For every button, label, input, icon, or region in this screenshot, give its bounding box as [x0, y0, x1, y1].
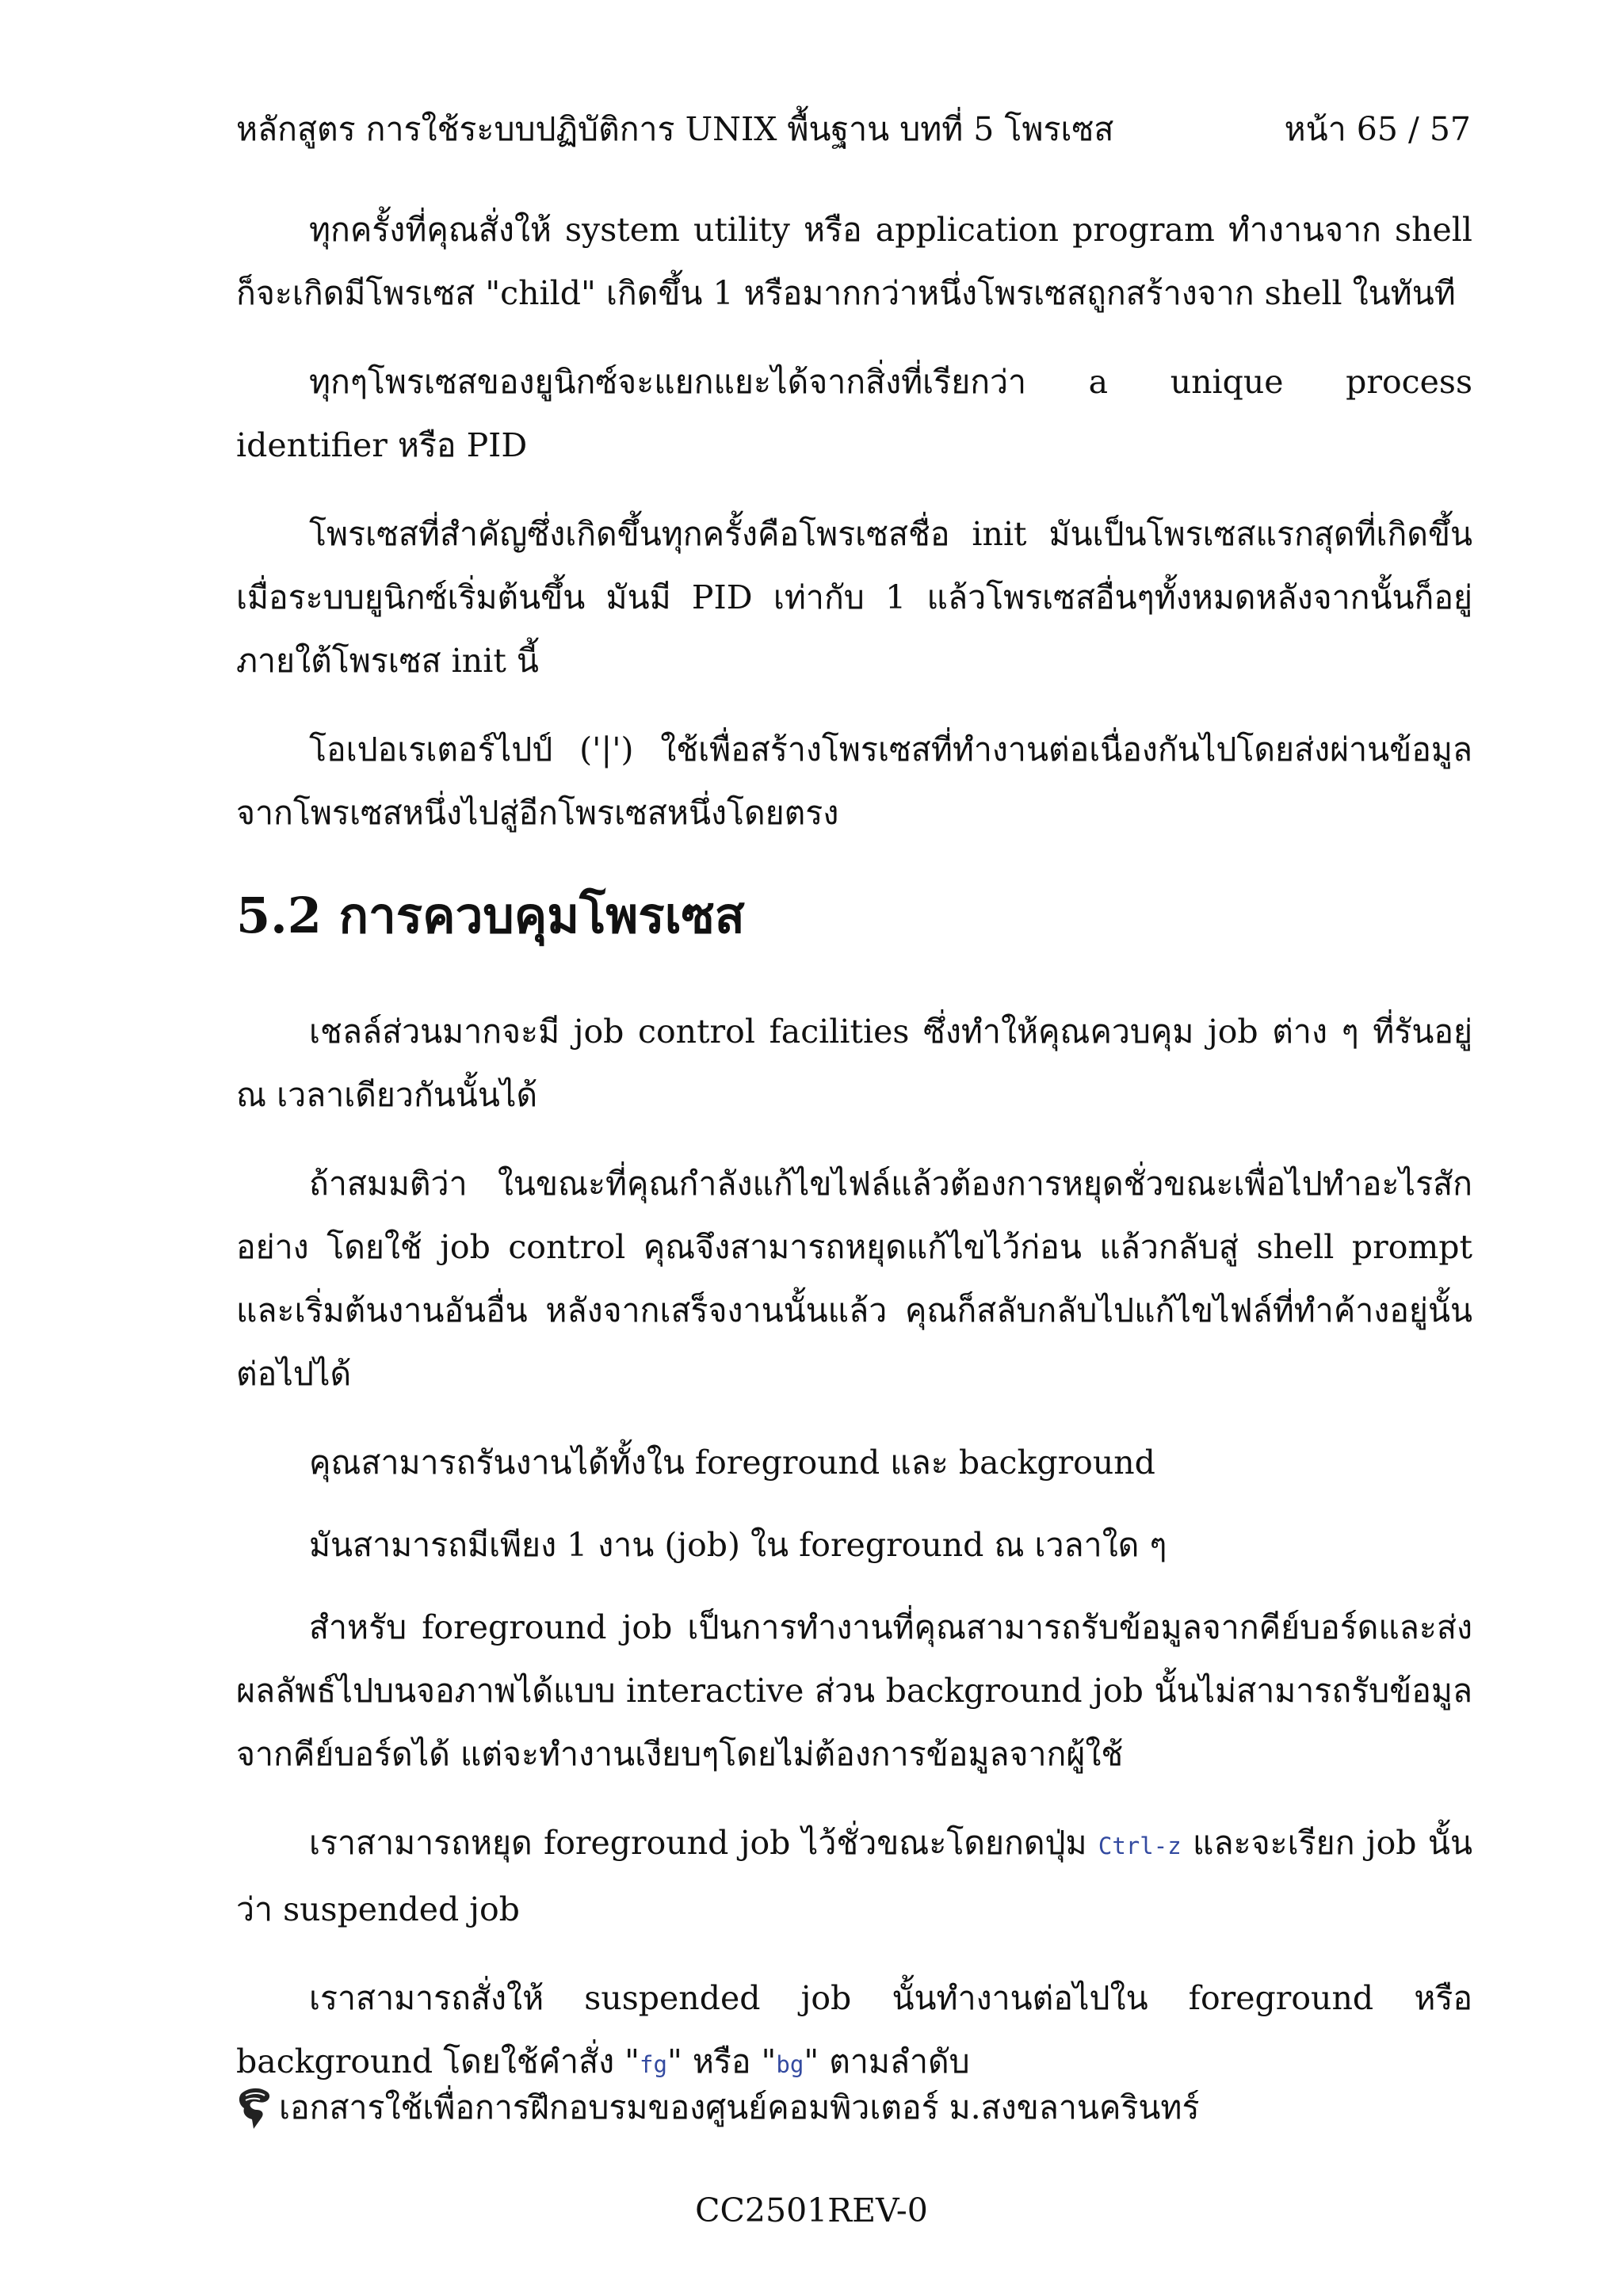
suspend-text-after: และจะเรียก job นั้นว่า suspended job [236, 1824, 1472, 1928]
page-header [236, 105, 1471, 153]
paragraph-pipe: โอเปอเรเตอร์ไปป์ ('|') ใช้เพื่อสร้างโพรเซสที่ทำงานต่อเนื่องกันไปโดยส่งผ่านข้อมูลจากโพรเซสหนึ่งไปสู่อีกโพรเซสหนึ่งโดยตรง [236, 730, 1472, 832]
footer-org-text: เอกสารใช้เพื่อการฝึกอบรมของศูนย์คอมพิวเตอร์ ม.สงขลานครินทร์ [279, 2088, 1200, 2126]
pen-logo-icon [236, 2084, 274, 2130]
document-code: CC2501REV-0 [695, 2191, 928, 2229]
section-heading: 5.2 การควบคุมโพรเซส [236, 887, 745, 944]
paragraph-one-job: มันสามารถมีเพียง 1 งาน (job) ใน foreground ณ เวลาใด ๆ [309, 1526, 1167, 1564]
paragraph-job-control: เชลล์ส่วนมากจะมี job control facilities ซึ่งทำให้คุณควบคุม job ต่าง ๆ ที่รันอยู่ ณ เวลาเดียวกันนั้นได้ [236, 1013, 1472, 1114]
bg-command: bg [776, 2051, 804, 2078]
page-content [236, 198, 1472, 2122]
paragraph-resume [236, 1966, 1472, 2096]
resume-text-after: " ตามลำดับ [804, 2042, 970, 2081]
paragraph-example: ถ้าสมมติว่า ในขณะที่คุณกำลังแก้ไขไฟล์แล้วต้องการหยุดชั่วขณะเพื่อไปทำอะไรสักอย่าง โดยใช้ job control คุณจึงสามารถหยุดแก้ไขไว้ก่อน แล้วกลับสู่ shell prompt และเริ่มต้นงานอันอื่น หลังจากเสร็จงานนั้นแล้ว คุณก็สลับกลับไปแก้ไขไฟล์ที่ทำค้างอยู่นั้นต่อไปได้ [236, 1165, 1472, 1393]
suspend-text-before: เราสามารถหยุด foreground job ไว้ชั่วขณะโดยกดปุ่ม [309, 1824, 1098, 1862]
paragraph-interactive: สำหรับ foreground job เป็นการทำงานที่คุณสามารถรับข้อมูลจากคีย์บอร์ดและส่งผลลัพธ์ไปบนจอภาพได้แบบ interactive ส่วน background job นั้นไม่สามารถรับข้อมูลจากคีย์บอร์ดได้ แต่จะทำงานเงียบๆโดยไม่ต้องการข้อมูลจากผู้ใช้ [236, 1608, 1472, 1773]
paragraph-pid: ทุกๆโพรเซสของยูนิกซ์จะแยกแยะได้จากสิ่งที่เรียกว่า a unique process identifier หรือ PID [236, 363, 1472, 464]
footer-organization [236, 2084, 1199, 2131]
paragraph-child-process: ทุกครั้งที่คุณสั่งให้ system utility หรือ application program ทำงานจาก shell ก็จะเกิดมีโพรเซส "child" เกิดขึ้น 1 หรือมากกว่าหนึ่งโพรเซสถูกสร้างจาก shell ในทันที [236, 211, 1472, 312]
resume-text-middle: " หรือ " [666, 2042, 777, 2081]
paragraph-suspend [236, 1811, 1472, 1941]
paragraph-init: โพรเซสที่สำคัญซึ่งเกิดขึ้นทุกครั้งคือโพรเซสชื่อ init มันเป็นโพรเซสแรกสุดที่เกิดขึ้นเมื่อระบบยูนิกซ์เริ่มต้นขึ้น มันมี PID เท่ากับ 1 แล้วโพรเซสอื่นๆทั้งหมดหลังจากนั้นก็อยู่ภายใต้โพรเซส init นี้ [236, 515, 1472, 680]
ctrl-z-key: Ctrl-z [1098, 1833, 1182, 1859]
resume-text-before: เราสามารถสั่งให้ suspended job นั้นทำงานต่อไปใน foreground หรือ background โดยใช้คำสั่ง " [236, 1979, 1472, 2081]
course-title: หลักสูตร การใช้ระบบปฏิบัติการ UNIX พื้นฐาน บทที่ 5 โพรเซส [236, 110, 1114, 148]
page-number: หน้า 65 / 57 [1284, 110, 1471, 148]
fg-command: fg [640, 2051, 667, 2078]
paragraph-fg-bg: คุณสามารถรันงานได้ทั้งใน foreground และ background [309, 1444, 1155, 1482]
